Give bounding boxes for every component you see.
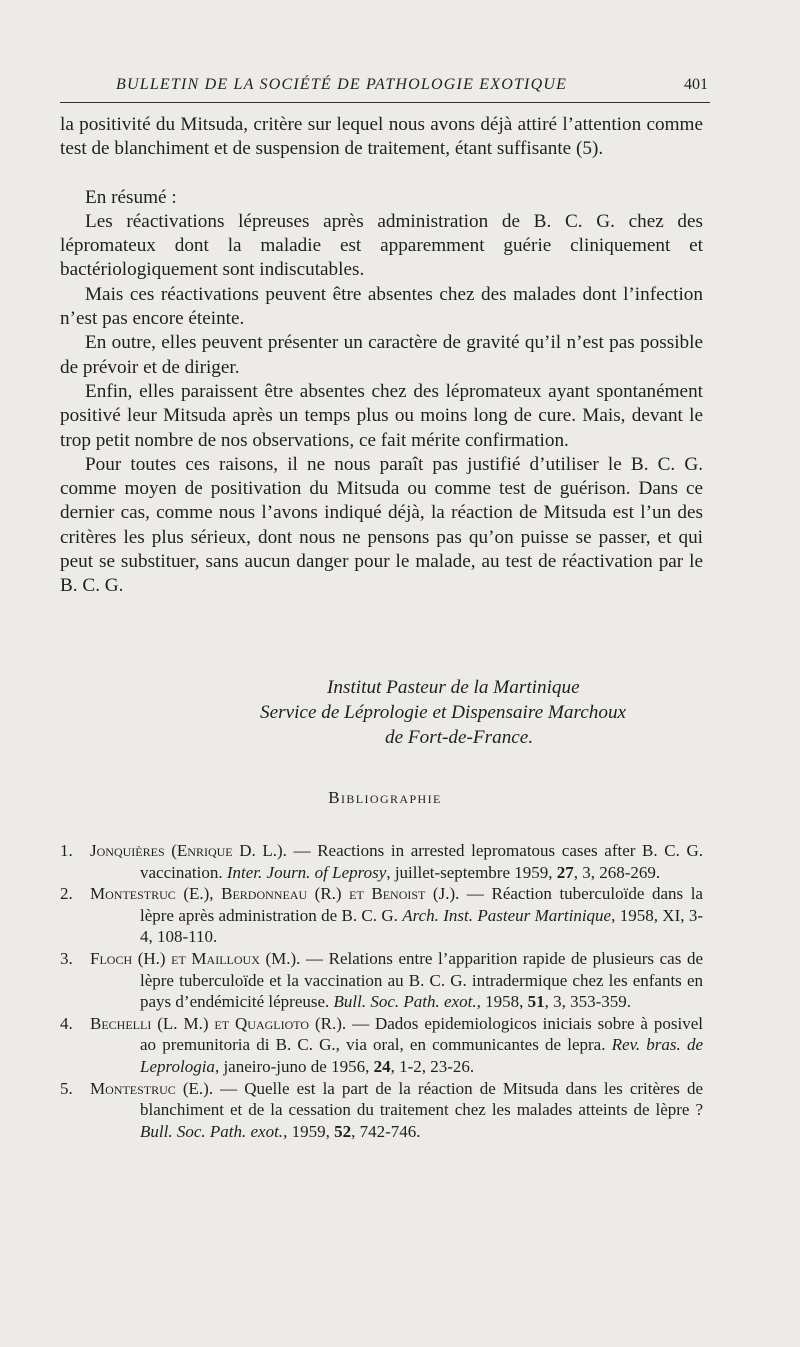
reference-number: 5. bbox=[60, 1078, 73, 1098]
reference-authors: Bechelli (L. M.) et Quaglioto (R.). bbox=[90, 1013, 347, 1033]
reference-details: , juillet-septembre 1959, bbox=[386, 862, 557, 882]
reference-authors: Montestruc (E.), Berdonneau (R.) et Benoist (J.). bbox=[90, 884, 460, 904]
paragraph-6: Enfin, elles paraissent être absentes chez des lépromateux ayant spontanément positivé leur Mitsuda après un temps plus ou moins long de cure. Mais, devant le trop petit nombre de nos observations, ce fait mérite confirmation. bbox=[60, 380, 703, 451]
reference-details: , 1958, XI, 3-4, 108-110. bbox=[140, 905, 703, 947]
reference-pages: , 3, 268-269. bbox=[573, 862, 661, 882]
reference-title: — Quelle est la part de la réaction de Mitsuda dans les critères de blanchiment et de la cessation du traitement chez les malades atteints de lèpre ? bbox=[140, 1078, 703, 1120]
reference-pages: , 3, 353-359. bbox=[544, 992, 632, 1012]
reference-journal: Bull. Soc. Path. exot. bbox=[140, 1121, 284, 1141]
reference-text bbox=[90, 948, 703, 1013]
reference-text bbox=[90, 1013, 703, 1078]
reference-item bbox=[60, 1013, 703, 1078]
reference-number: 4. bbox=[60, 1013, 73, 1033]
reference-pages: , 1-2, 23-26. bbox=[390, 1056, 475, 1076]
reference-text bbox=[90, 1078, 703, 1143]
reference-details: , 1959, bbox=[283, 1121, 335, 1141]
paragraph-7: Pour toutes ces raisons, il ne nous paraît pas justifié d’utiliser le B. C. G. comme moyen de positivation du Mitsuda ou comme test de guérison. Dans ce dernier cas, comme nous l’avons indiqué déjà, la réaction de Mitsuda est l’un des critères les plus sérieux, dont nous ne pensons pas qu’on puisse se passer, et qui peut se substituer, sans aucun danger pour le malade, au test de réactivation par le B. C. G. bbox=[60, 453, 703, 597]
reference-number: 2. bbox=[60, 884, 73, 904]
reference-volume: 27 bbox=[556, 862, 574, 882]
paragraph-3: Les réactivations lépreuses après administration de B. C. G. chez des lépromateux dont la maladie est apparemment guérie cliniquement et bactériologiquement sont indiscutables. bbox=[60, 210, 703, 281]
reference-title: — Relations entre l’apparition rapide de plusieurs cas de lèpre tuberculoïde et la vaccination au B. C. G. intradermique chez les enfants en pays d’endémicité lépreuse. bbox=[140, 948, 703, 1012]
reference-journal: Arch. Inst. Pasteur Martinique bbox=[402, 905, 612, 925]
reference-text bbox=[90, 883, 703, 948]
paragraph-summary-heading: En résumé : bbox=[85, 186, 177, 208]
reference-number: 1. bbox=[60, 841, 73, 860]
journal-title: BULLETIN DE LA SOCIÉTÉ DE PATHOLOGIE EXOTIQUE bbox=[116, 76, 568, 93]
body-text bbox=[60, 113, 703, 599]
page-number: 401 bbox=[684, 76, 708, 93]
reference-volume: 52 bbox=[334, 1121, 352, 1141]
paragraph-4: Mais ces réactivations peuvent être absentes chez des malades dont l’infection n’est pas encore éteinte. bbox=[60, 283, 703, 330]
reference-journal: Inter. Journ. of Leprosy bbox=[226, 862, 387, 882]
reference-pages: , 742-746. bbox=[351, 1121, 421, 1141]
reference-title: — Dados epidemiologicos iniciais sobre à posivel ao premunitoria di B. C. G., via oral, en communicantes de lepra. bbox=[140, 1013, 703, 1055]
institution-line-1: Institut Pasteur de la Martinique bbox=[327, 677, 580, 698]
reference-item bbox=[60, 840, 703, 883]
reference-volume: 51 bbox=[527, 992, 545, 1012]
reference-number: 3. bbox=[60, 948, 73, 968]
paragraph-5: En outre, elles peuvent présenter un caractère de gravité qu’il n’est pas possible de prévoir et de diriger. bbox=[60, 332, 703, 378]
reference-title: — Réaction tuberculoïde dans la lèpre après administration de B. C. G. bbox=[140, 884, 703, 925]
reference-volume: 24 bbox=[373, 1056, 391, 1076]
reference-details: , 1958, bbox=[476, 992, 528, 1012]
reference-journal: Rev. bras. de Leprologia bbox=[140, 1035, 703, 1076]
bibliography-heading: Bibliographie bbox=[328, 788, 442, 807]
running-header bbox=[60, 72, 710, 103]
reference-title: — Reactions in arrested lepromatous cases after B. C. G. vaccination. bbox=[140, 841, 703, 882]
reference-journal: Bull. Soc. Path. exot. bbox=[333, 992, 477, 1012]
institution-line-2: Service de Léprologie et Dispensaire Marchoux bbox=[260, 702, 627, 723]
reference-text bbox=[90, 840, 703, 883]
reference-details: , janeiro-juno de 1956, bbox=[214, 1056, 374, 1076]
reference-item bbox=[60, 948, 703, 1013]
reference-list bbox=[60, 840, 703, 1142]
institution-line-3: de Fort-de-France. bbox=[385, 727, 534, 748]
reference-authors: Jonquières (Enrique D. L.). bbox=[90, 841, 287, 860]
paragraph-1: la positivité du Mitsuda, critère sur lequel nous avons déjà attiré l’attention comme test de blanchiment et de suspension de traitement, étant suffisante (5). bbox=[60, 114, 703, 160]
reference-item bbox=[60, 883, 703, 948]
reference-item bbox=[60, 1078, 703, 1143]
reference-authors: Montestruc (E.). bbox=[90, 1078, 214, 1098]
reference-authors: Floch (H.) et Mailloux (M.). bbox=[90, 948, 301, 968]
